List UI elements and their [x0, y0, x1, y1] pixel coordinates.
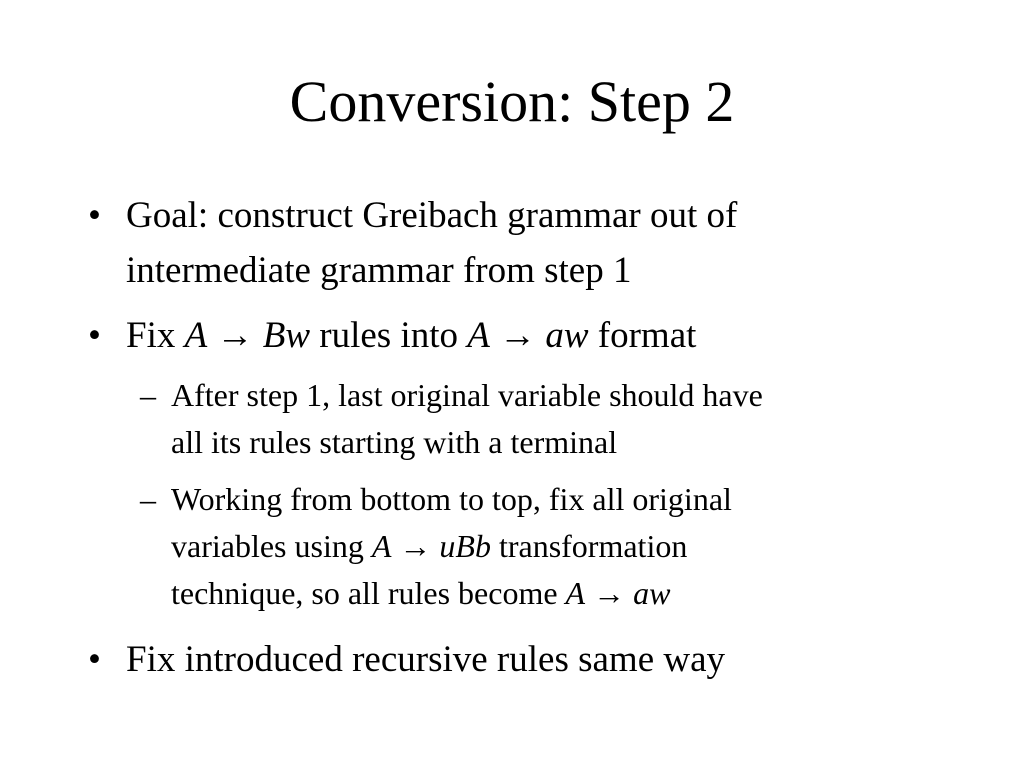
- sub-bullet-after-step1: [140, 372, 940, 466]
- bullet-marker: •: [88, 315, 101, 356]
- dash-marker: –: [140, 377, 156, 413]
- arrow-symbol: →: [216, 315, 254, 356]
- dash-marker: –: [140, 481, 156, 517]
- arrow-symbol: →: [593, 575, 626, 611]
- bullet-goal: [88, 188, 948, 298]
- rule-rhs: Bw: [262, 315, 310, 356]
- arrow-symbol: →: [399, 528, 432, 564]
- rule-rhs: aw: [633, 575, 671, 611]
- text-fragment: rules into: [310, 315, 468, 356]
- variable-a: A: [467, 315, 490, 356]
- slide-title: Conversion: Step 2: [289, 69, 735, 134]
- bullet-marker: •: [88, 639, 101, 680]
- text-fragment: technique, so all rules become: [171, 575, 566, 611]
- sub-bullet-working-line-3: [171, 570, 931, 617]
- sub-bullet-working-text: [171, 476, 931, 617]
- bullet-goal-line-2: intermediate grammar from step 1: [126, 250, 632, 291]
- bullet-fix-rules-line: [126, 308, 936, 363]
- text-fragment: variables using: [171, 528, 372, 564]
- bullet-goal-text: [126, 188, 936, 298]
- bullet-goal-line-1: Goal: construct Greibach grammar out of: [126, 195, 738, 236]
- text-fragment: transformation: [490, 528, 688, 564]
- bullet-recursive-line-1: Fix introduced recursive rules same way: [126, 639, 726, 680]
- bullet-recursive: [88, 632, 948, 687]
- variable-a: A: [371, 528, 392, 564]
- text-fragment: Fix: [126, 315, 185, 356]
- sub-bullet-working: [140, 476, 940, 617]
- sub-bullet-after-step1-line-1: After step 1, last original variable should have: [171, 377, 763, 413]
- bullet-recursive-text: [126, 632, 936, 687]
- sub-bullet-working-line-1: Working from bottom to top, fix all original: [171, 481, 732, 517]
- rule-rhs: uBb: [439, 528, 491, 564]
- bullet-marker: •: [88, 195, 101, 236]
- bullet-fix-rules: [88, 308, 948, 363]
- variable-a: A: [184, 315, 208, 356]
- text-fragment: format: [588, 315, 697, 356]
- arrow-symbol: →: [499, 315, 537, 356]
- sub-bullet-after-step1-text: [171, 372, 931, 466]
- variable-a: A: [565, 575, 586, 611]
- sub-bullet-working-line-2: [171, 523, 931, 570]
- sub-bullet-after-step1-line-2: all its rules starting with a terminal: [171, 424, 618, 460]
- bullet-fix-rules-text: [126, 308, 936, 363]
- rule-rhs: aw: [545, 315, 589, 356]
